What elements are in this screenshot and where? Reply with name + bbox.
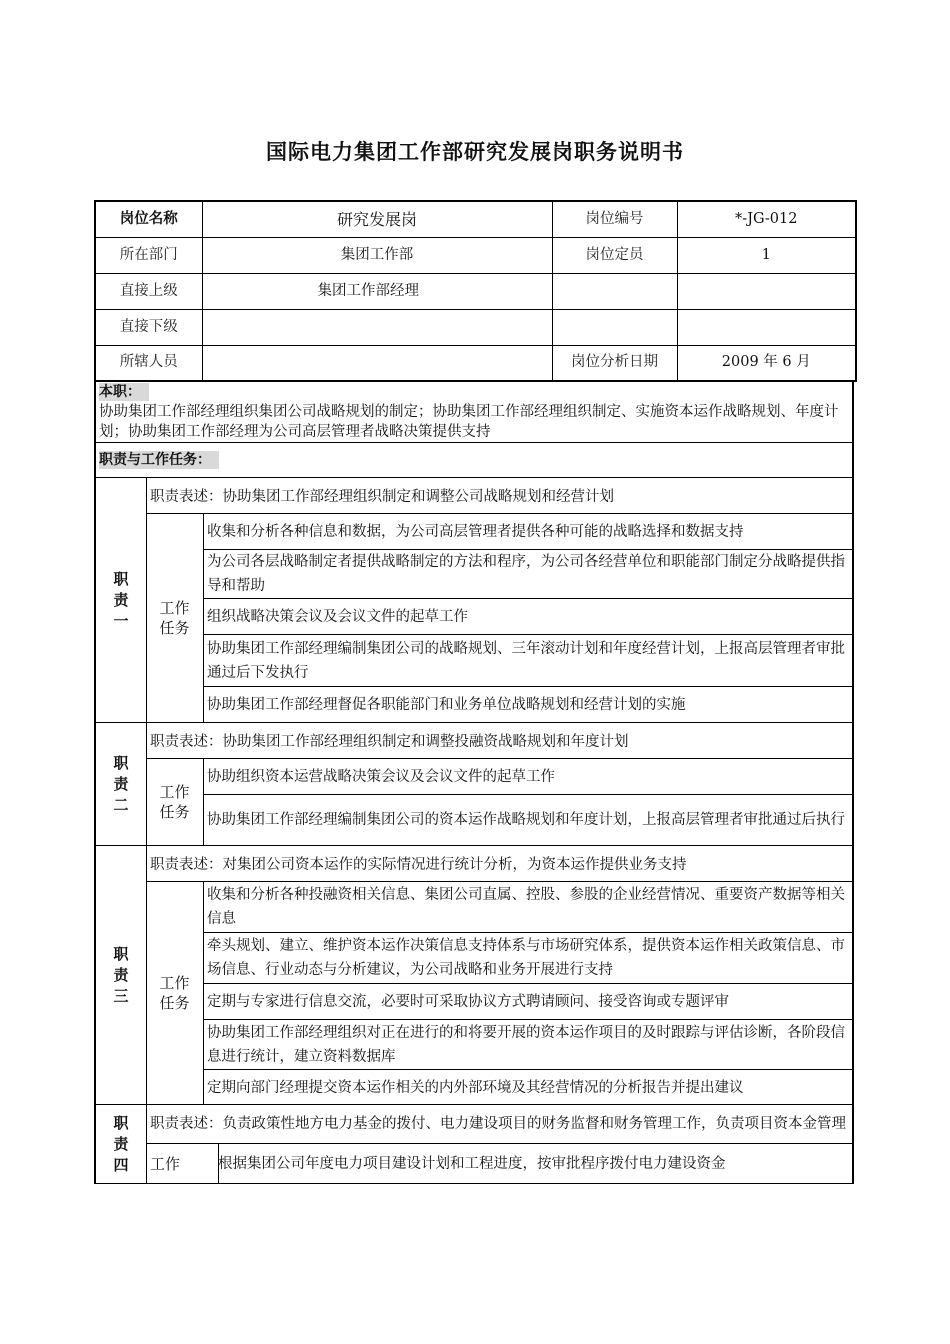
page-title: 国际电力集团工作部研究发展岗职务说明书 [266, 140, 684, 164]
department-value: 集团工作部 [202, 237, 552, 273]
task-label-cell [146, 1144, 219, 1183]
task-label-cell [146, 759, 204, 845]
responsibilities-label: 职责与工作任务： [99, 451, 219, 469]
duty-label: 职责二 [113, 753, 129, 814]
task-label: 工作任务 [159, 974, 190, 1012]
task-item: 收集和分析各种信息和数据，为公司高层管理者提供各种可能的战略选择和数据支持 [203, 514, 852, 550]
table-row [95, 345, 856, 381]
staff-value [202, 345, 552, 381]
superior-label: 直接上级 [95, 273, 202, 309]
duty-label-cell [96, 846, 147, 1104]
responsibilities-header [94, 443, 854, 478]
duty-label: 职责三 [113, 944, 129, 1005]
empty-cell [677, 273, 856, 309]
job-info-table [94, 200, 857, 382]
analysis-date-value: 2009 年 6 月 [677, 345, 856, 381]
table-row [95, 237, 856, 273]
duty-description: 职责表述：协助集团工作部经理组织制定和调整投融资战略规划和年度计划 [146, 723, 852, 759]
position-code-value: *-JG-012 [677, 201, 856, 237]
duty-block-4 [94, 1105, 854, 1184]
analysis-date-label: 岗位分析日期 [552, 345, 677, 381]
task-item: 根据集团公司年度电力项目建设计划和工程进度，按审批程序拨付电力建设资金 [218, 1155, 726, 1172]
task-item: 协助集团工作部经理编制集团公司的资本运作战略规划和年度计划，上报高层管理者审批通过后执行 [207, 812, 845, 828]
empty-cell [677, 309, 856, 345]
position-name-label: 岗位名称 [95, 201, 202, 237]
task-item: 协助集团工作部经理组织对正在进行的和将要开展的资本运作项目的及时跟踪与评估诊断，各阶段信息进行统计，建立资料数据库 [203, 1020, 852, 1070]
subordinate-value [202, 309, 552, 345]
headcount-label: 岗位定员 [552, 237, 677, 273]
duty-label-cell [96, 478, 147, 722]
task-item: 收集和分析各种投融资相关信息、集团公司直属、控股、参股的企业经营情况、重要资产数据等相关信息 [203, 882, 852, 933]
empty-cell [552, 309, 677, 345]
task-label: 工作任务 [159, 783, 190, 821]
task-item: 为公司各层战略制定者提供战略制定的方法和程序，为公司各经营单位和职能部门制定分战略提供指导和帮助 [203, 550, 852, 599]
duty-block-1 [94, 478, 854, 723]
table-row [95, 273, 856, 309]
task-item: 协助组织资本运营战略决策会议及会议文件的起草工作 [203, 759, 852, 795]
task-item: 定期与专家进行信息交流，必要时可采取协议方式聘请顾问、接受咨询或专题评审 [203, 984, 852, 1020]
duty-block-2 [94, 723, 854, 846]
table-row [95, 201, 856, 237]
subordinate-label: 直接下级 [95, 309, 202, 345]
headcount-value: 1 [677, 237, 856, 273]
position-name-value: 研究发展岗 [202, 201, 552, 237]
task-item: 协助集团工作部经理督促各职能部门和业务单位战略规划和经营计划的实施 [207, 696, 686, 713]
duty-description: 职责表述：负责政策性地方电力基金的拨付、电力建设项目的财务监督和财务管理工作，负责项目资本金管理 [146, 1105, 852, 1144]
main-duty-label: 本职： [99, 383, 149, 401]
staff-label: 所辖人员 [95, 345, 202, 381]
task-label: 工作任务 [159, 599, 190, 637]
duty-block-3 [94, 846, 854, 1105]
task-item: 定期向部门经理提交资本运作相关的内外部环境及其经营情况的分析报告并提出建议 [207, 1079, 744, 1096]
task-item: 协助集团工作部经理编制集团公司的战略规划、三年滚动计划和年度经营计划，上报高层管理者审批通过后下发执行 [203, 635, 852, 687]
duty-description: 职责表述：对集团公司资本运作的实际情况进行统计分析，为资本运作提供业务支持 [146, 846, 852, 882]
duty-label: 职责四 [113, 1113, 129, 1174]
task-label-cell [146, 514, 204, 722]
task-label-cell [146, 882, 204, 1104]
position-code-label: 岗位编号 [552, 201, 677, 237]
task-item: 组织战略决策会议及会议文件的起草工作 [203, 599, 852, 635]
main-duty-text: 协助集团工作部经理组织集团公司战略规划的制定；协助集团工作部经理组织制定、实施资本运作战略规划、年度计划；协助集团工作部经理为公司高层管理者战略决策提供支持 [99, 404, 839, 440]
table-row [95, 309, 856, 345]
department-label: 所在部门 [95, 237, 202, 273]
duty-description: 职责表述：协助集团工作部经理组织制定和调整公司战略规划和经营计划 [146, 478, 852, 514]
task-item: 牵头规划、建立、维护资本运作决策信息支持体系与市场研究体系，提供资本运作相关政策信息、市场信息、行业动态与分析建议，为公司战略和业务开展进行支持 [203, 933, 852, 984]
empty-cell [552, 273, 677, 309]
duty-label-cell [96, 723, 147, 845]
main-duty-section [94, 381, 854, 443]
task-label: 工作 [150, 1155, 181, 1173]
duty-label: 职责一 [113, 569, 129, 630]
superior-value: 集团工作部经理 [202, 273, 552, 309]
duty-label-cell [96, 1105, 147, 1183]
